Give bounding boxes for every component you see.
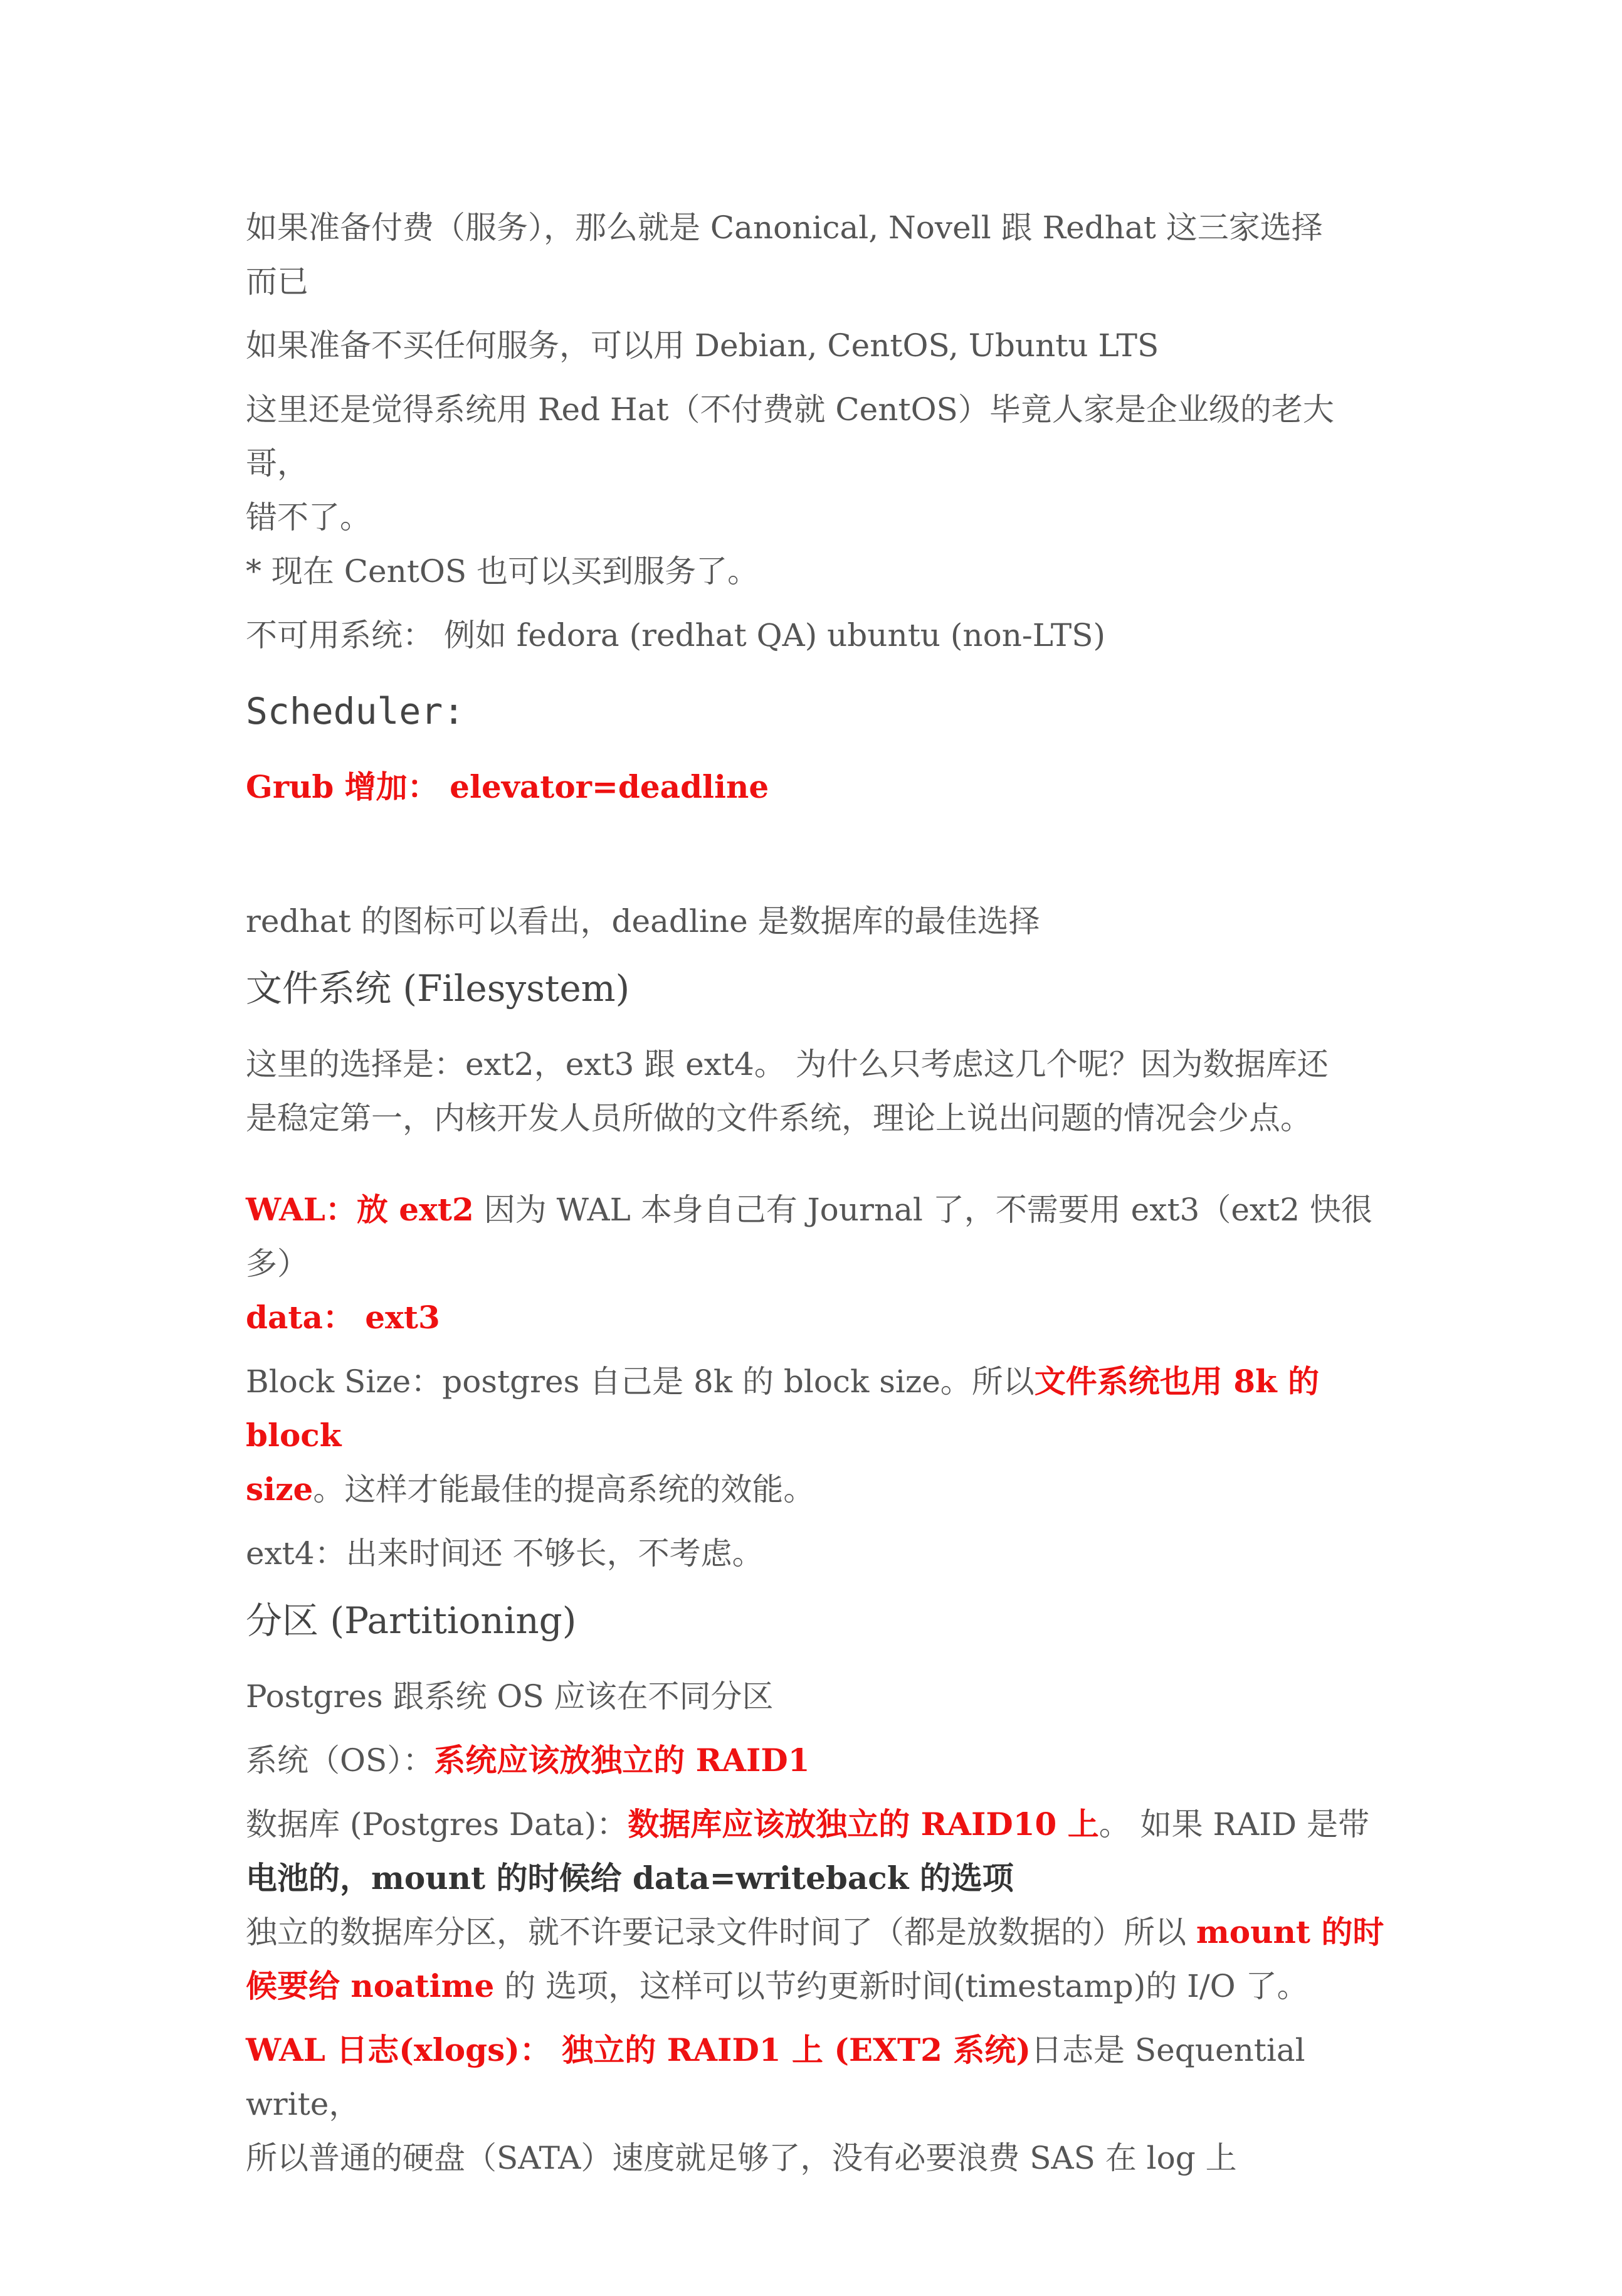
text-line: 所以普通的硬盘（SATA）速度就足够了，没有必要浪费 SAS 在 log 上: [246, 2140, 1237, 2176]
db-highlight: 数据库应该放独立的 RAID10 上: [628, 1806, 1099, 1843]
text-line: 如果准备付费（服务），那么就是 Canonical, Novell 跟 Redhat 这三家选择: [246, 209, 1323, 246]
paragraph-block-size: [246, 1355, 1387, 1516]
text-line: 如果准备不买任何服务，可以用 Debian, CentOS, Ubuntu LTS: [246, 327, 1159, 364]
text-span: 因为 WAL 本身自己有 Journal 了，不需要用 ext3（ext2 快很多）: [246, 1192, 1372, 1282]
noatime-highlight-cont: 候要给 noatime: [246, 1967, 495, 2004]
grub-setting: Grub 增加： elevator=deadline: [246, 768, 769, 805]
text-span: 数据库 (Postgres Data)：: [246, 1806, 628, 1843]
scheduler-note: redhat 的图标可以看出，deadline 是数据库的最佳选择: [246, 903, 1040, 939]
paragraph-unavailable-systems: [246, 608, 1387, 662]
document-body: [246, 201, 1387, 2185]
text-span: Block Size：postgres 自己是 8k 的 block size。所以: [246, 1363, 1035, 1400]
text-span: 系统（OS）：: [246, 1742, 434, 1779]
noatime-highlight: mount 的时: [1196, 1913, 1384, 1950]
heading-filesystem: 文件系统 (Filesystem): [246, 967, 630, 1010]
writeback-note: 电池的，mount 的时候给 data=writeback 的选项: [246, 1860, 1014, 1897]
heading-partitioning: 分区 (Partitioning): [246, 1599, 577, 1642]
text-span: 独立的数据库分区，就不许要记录文件时间了（都是放数据的）所以: [246, 1914, 1196, 1950]
heading-scheduler: Scheduler:: [246, 690, 465, 733]
block-size-highlight-cont: size: [246, 1471, 313, 1508]
text-line: 错不了。: [246, 499, 371, 536]
paragraph-separate-partitions: Postgres 跟系统 OS 应该在不同分区: [246, 1678, 774, 1715]
paragraph-free-options: [246, 319, 1387, 373]
wal-logs-highlight: WAL 日志(xlogs)： 独立的 RAID1 上 (EXT2 系统): [246, 2031, 1031, 2068]
paragraph-centos-note: [246, 544, 1387, 598]
paragraph-ext4: ext4：出来时间还 不够长，不考虑。: [246, 1535, 764, 1572]
text-line: 这里还是觉得系统用 Red Hat（不付费就 CentOS）毕竟人家是企业级的老大哥，: [246, 391, 1334, 482]
text-line: 这里的选择是：ext2，ext3 跟 ext4。 为什么只考虑这几个呢？因为数据库还: [246, 1046, 1329, 1082]
paragraph-redhat-recommend: [246, 383, 1387, 544]
paragraph-os-partition: [246, 1733, 1387, 1787]
text-line: 不可用系统： 例如 fedora (redhat QA) ubuntu (non-LTS): [246, 617, 1106, 653]
text-line: 而已: [246, 263, 308, 300]
text-span: 日志是 Sequential write，: [246, 2032, 1305, 2122]
text-span: 。这样才能最佳的提高系统的效能。: [313, 1471, 815, 1508]
text-line: 是稳定第一，内核开发人员所做的文件系统，理论上说出问题的情况会少点。: [246, 1100, 1312, 1136]
wal-highlight: WAL：放 ext2: [246, 1191, 474, 1228]
text-span: 的 选项，这样可以节约更新时间(timestamp)的 I/O 了。: [494, 1968, 1309, 2004]
data-highlight: data： ext3: [246, 1299, 440, 1336]
paragraph-paid-services: [246, 201, 1387, 309]
text-span: 。 如果 RAID 是带: [1098, 1806, 1370, 1843]
text-line: * 现在 CentOS 也可以买到服务了。: [246, 553, 759, 590]
paragraph-db-partition: [246, 1797, 1387, 1905]
block-size-highlight: 文件系统也用 8k 的 block: [246, 1363, 1320, 1454]
paragraph-wal-logs: [246, 2023, 1387, 2185]
paragraph-filesystem-intro: [246, 1037, 1387, 1145]
paragraph-noatime: [246, 1905, 1387, 2013]
paragraph-wal-filesystem: [246, 1183, 1387, 1345]
os-highlight: 系统应该放独立的 RAID1: [434, 1742, 810, 1779]
